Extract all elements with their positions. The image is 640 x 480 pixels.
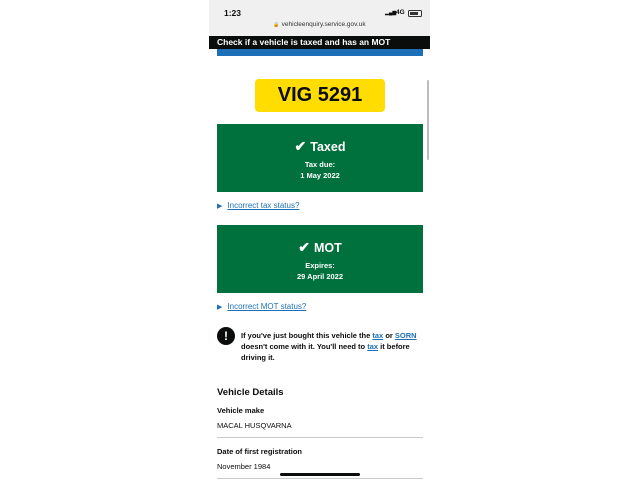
incorrect-mot-link[interactable] [217,302,306,311]
warning-text-part: If you've just bought this vehicle the [241,331,373,340]
warning-text [241,330,425,363]
warning-text-part: or [383,331,395,340]
tax-due-date: 1 May 2022 [300,171,340,180]
mot-expiry-info [217,260,423,282]
status-bar [209,0,430,36]
tax-status-panel [217,124,423,192]
tax-due-label: Tax due: [304,160,336,169]
address-bar[interactable] [209,21,430,28]
incorrect-tax-link-text[interactable]: Incorrect tax status? [227,201,300,210]
incorrect-tax-link[interactable] [217,201,299,210]
divider [217,478,423,479]
phone-screen [209,0,430,480]
vehicle-make-label: Vehicle make [217,406,265,415]
mot-status-panel [217,225,423,293]
tax-status-heading [217,138,423,155]
tax-status-text: Taxed [310,140,346,154]
vehicle-make-row [217,406,423,430]
scrollbar-thumb[interactable] [427,80,429,160]
battery-icon [408,10,422,17]
url-text: vehicleenquiry.service.gov.uk [281,21,366,28]
first-registration-label: Date of first registration [217,447,303,456]
tax-link[interactable]: tax [372,331,384,340]
warning-icon: ! [217,327,235,345]
vehicle-make-value: MACAL HUSQVARNA [217,421,292,430]
first-registration-row [217,447,423,471]
page-header: Check if a vehicle is taxed and has an MOT [209,36,430,49]
warning-text-part: doesn't come with it. You'll need to [241,342,368,351]
header-accent-bar [217,49,423,56]
mot-expires-label: Expires: [305,261,335,270]
vehicle-details-heading: Vehicle Details [217,387,284,398]
check-icon: ✔ [298,239,310,255]
warning-text-part: it before driving it. [241,342,410,362]
registration-plate: VIG 5291 [255,79,385,112]
tax-link-2[interactable]: tax [367,342,379,351]
triangle-right-icon: ▶ [217,203,223,210]
network-type: 4G [396,9,405,16]
check-icon: ✔ [294,138,307,154]
sorn-link[interactable]: SORN [394,331,417,340]
home-indicator[interactable] [280,473,360,476]
lock-icon: 🔒 [273,22,280,28]
triangle-right-icon: ▶ [217,304,223,311]
divider [217,437,423,438]
incorrect-mot-link-text[interactable]: Incorrect MOT status? [227,302,307,311]
first-registration-value: November 1984 [217,462,271,471]
status-time: 1:23 [224,8,242,18]
signal-icon: ▂▄▆ [385,10,397,16]
mot-expires-date: 29 April 2022 [297,272,343,281]
mot-status-heading [217,239,423,256]
tax-due-info [217,159,423,181]
mot-status-text: MOT [313,241,342,255]
